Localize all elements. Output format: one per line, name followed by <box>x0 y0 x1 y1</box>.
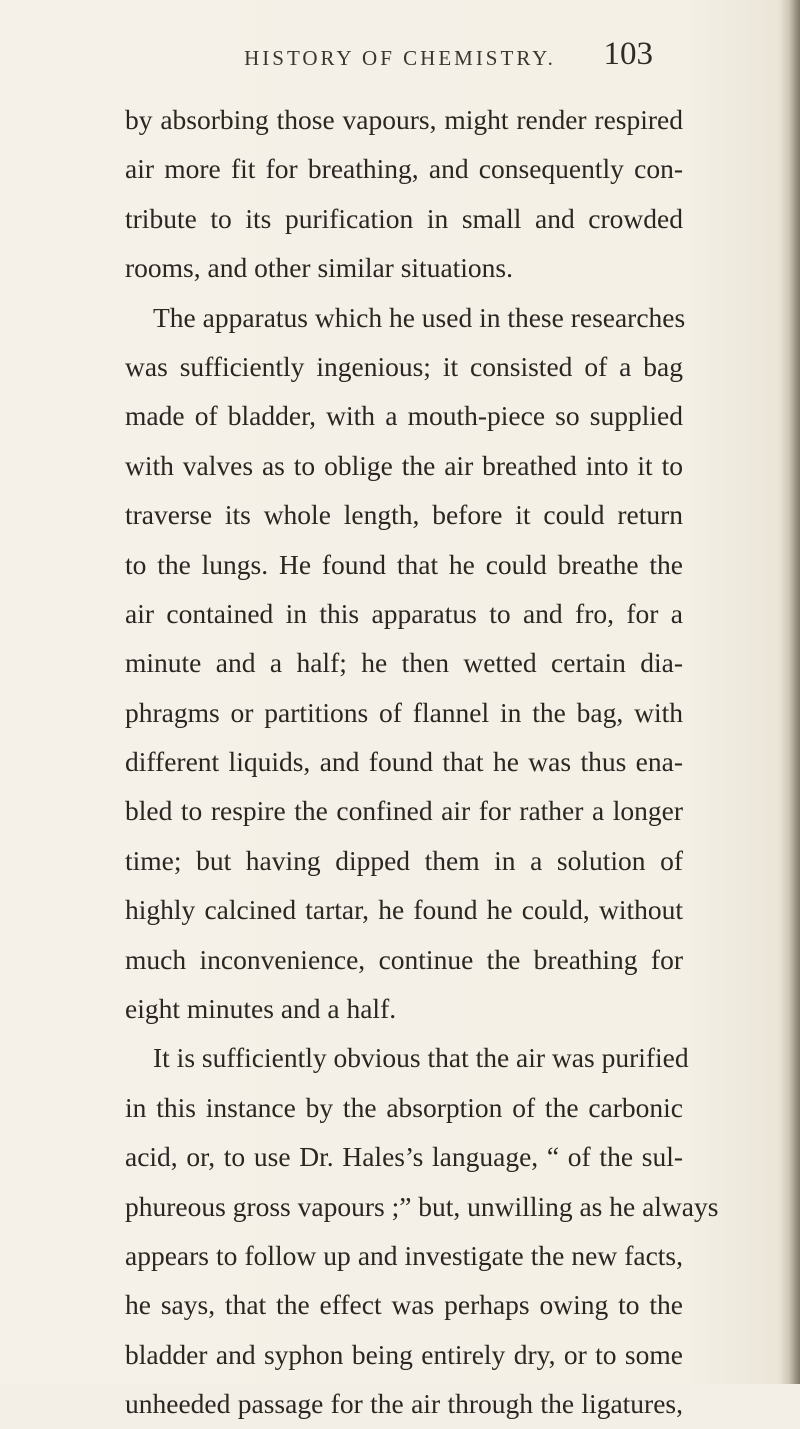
text-line: air contained in this apparatus to and fro, for a <box>125 597 683 629</box>
text-line: bled to respire the confined air for rather a longer <box>125 795 683 827</box>
text-line: was sufficiently ingenious; it consisted of a bag <box>125 350 683 382</box>
text-line: appears to follow up and investigate the new facts, <box>125 1239 683 1271</box>
text-line: traverse its whole length, before it could return <box>125 499 683 531</box>
running-head: HISTORY OF CHEMISTRY. <box>244 46 556 70</box>
text-line: highly calcined tartar, he found he could, without <box>125 894 683 926</box>
page-number: 103 <box>603 36 653 72</box>
text-line: rooms, and other similar situations. <box>125 252 514 284</box>
text-line: It is sufficiently obvious that the air was purified <box>153 1042 689 1074</box>
text-line: eight minutes and a half. <box>125 993 397 1025</box>
page-header <box>0 36 800 86</box>
text-line: phragms or partitions of flannel in the bag, with <box>125 696 683 728</box>
text-line: air more fit for breathing, and consequently con- <box>125 153 683 185</box>
text-line: acid, or, to use Dr. Hales’s language, “ of the sul- <box>125 1141 683 1173</box>
text-line: minute and a half; he then wetted certain dia- <box>125 647 683 679</box>
page-edge-shadow <box>780 0 800 1384</box>
text-line: phureous gross vapours ;” but, unwilling as he always <box>125 1190 719 1222</box>
text-line: bladder and syphon being entirely dry, or to some <box>125 1338 683 1370</box>
text-line: to the lungs. He found that he could breathe the <box>125 548 683 580</box>
text-line: by absorbing those vapours, might render respired <box>125 104 683 135</box>
text-line: made of bladder, with a mouth-piece so supplied <box>125 400 683 432</box>
text-line: tribute to its purification in small and crowded <box>125 202 683 234</box>
text-line: in this instance by the absorption of the carbonic <box>125 1091 683 1123</box>
body-text <box>125 95 719 1429</box>
text-line: time; but having dipped them in a solution of <box>125 844 683 876</box>
text-line: different liquids, and found that he was thus ena- <box>125 746 683 778</box>
text-line: unheeded passage for the air through the ligatures, <box>125 1388 683 1420</box>
text-line: much inconvenience, continue the breathing for <box>125 943 683 975</box>
text-line: The apparatus which he used in these researches <box>153 301 686 333</box>
text-line: he says, that the effect was perhaps owing to the <box>125 1289 683 1321</box>
text-line: with valves as to oblige the air breathed into it to <box>125 449 683 481</box>
